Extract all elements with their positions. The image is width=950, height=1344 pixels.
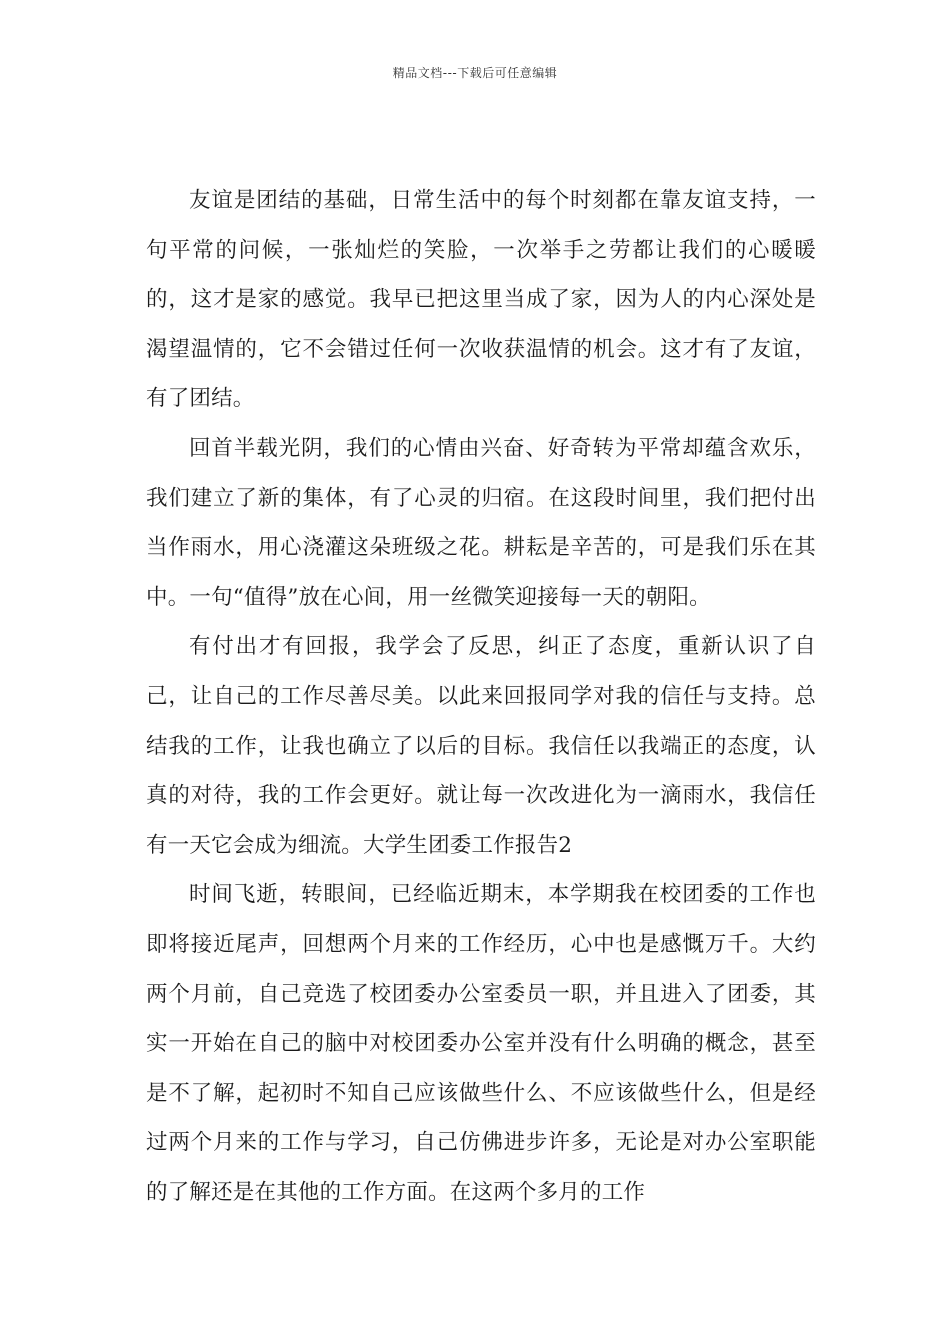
- paragraph-friendship: 友谊是团结的基础，日常生活中的每个时刻都在靠友谊支持，一句平常的问候，一张灿烂的笑脸，一次举手之劳都让我们的心暖暖的，这才是家的感觉。我早已把这里当成了家，因为人的内心深处是渴望温情的，它不会错过任何一次收获温情的机会。这才有了友谊，有了团结。: [146, 188, 816, 412]
- paragraph-reflection: 有付出才有回报，我学会了反思，纠正了态度，重新认识了自己，让自己的工作尽善尽美。以此来回报同学对我的信任与支持。总结我的工作，让我也确立了以后的目标。我信任以我端正的态度，认真的对待，我的工作会更好。就让每一次改进化为一滴雨水，我信任有一天它会成为细流。大学生团委工作报告2: [146, 634, 816, 858]
- page-header: 精品文档---下载后可任意编辑: [392, 66, 558, 80]
- paragraph-time-flies: 时间飞逝，转眼间，已经临近期末，本学期我在校团委的工作也即将接近尾声，回想两个月来的工作经历，心中也是感慨万千。大约两个月前，自己竞选了校团委办公室委员一职，并且进入了团委，其实一开始在自己的脑中对校团委办公室并没有什么明确的概念，甚至是不了解，起初时不知自己应该做些什么、不应该做些什么，但是经过两个月来的工作与学习，自己仿佛进步许多，无论是对办公室职能的了解还是在其他的工作方面。在这两个多月的工作: [146, 882, 816, 1205]
- paragraph-looking-back: 回首半载光阴，我们的心情由兴奋、好奇转为平常却蕴含欢乐，我们建立了新的集体，有了心灵的归宿。在这段时间里，我们把付出当作雨水，用心浇灌这朵班级之花。耕耘是辛苦的，可是我们乐在其中。一句“值得”放在心间，用一丝微笑迎接每一天的朝阳。: [146, 435, 816, 610]
- document-body: [146, 176, 816, 1217]
